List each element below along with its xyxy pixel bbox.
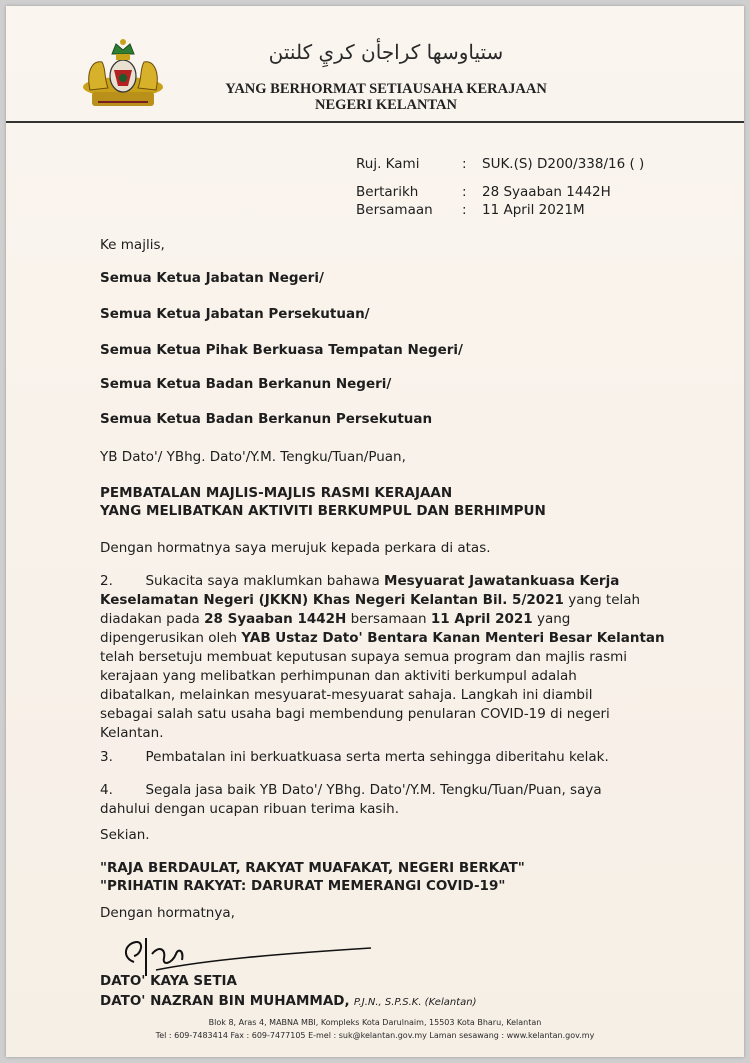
p2-text: bersamaan [346,611,431,627]
equiv-date-colon: : [462,202,467,218]
p3-text: Pembatalan ini berkuatkuasa serta merta sehingga diberitahu kelak. [145,749,609,765]
recipient-line: Semua Ketua Pihak Berkuasa Tempatan Negeri/ [100,342,463,358]
letter-page [6,6,744,1057]
salutation: YB Dato'/ YBhg. Dato'/Y.M. Tengku/Tuan/Puan, [100,449,406,465]
header-divider [6,121,744,123]
recipient-line: Semua Ketua Jabatan Negeri/ [100,270,324,286]
equiv-date-label: Bersamaan [356,202,433,218]
p2-text: yang telah [563,592,641,608]
date-colon: : [462,184,467,200]
signoff-greeting: Dengan hormatnya, [100,905,235,921]
p2-text: Sukacita saya maklumkan bahawa [145,573,385,589]
p4-text: dahului dengan ucapan ribuan terima kasih. [100,801,400,817]
header-title: YANG BERHORMAT SETIAUSAHA KERAJAAN [225,81,547,97]
equiv-date-value: 11 April 2021M [482,202,585,218]
signatory-name-line [100,992,476,1012]
date-value: 28 Syaaban 1442H [482,184,611,200]
opening-sentence: Dengan hormatnya saya merujuk kepada perkara di atas. [100,540,491,556]
paragraph-2 [100,572,676,743]
subject-line-2: YANG MELIBATKAN AKTIVITI BERKUMPUL DAN BERHIMPUN [100,503,546,519]
p2-text: dipengerusikan oleh [100,630,242,646]
p2-text: Kelantan. [100,725,164,741]
signatory-title: DATO' KAYA SETIA [100,973,237,989]
ref-value: SUK.(S) D200/338/16 ( ) [482,156,645,172]
recipient-line: Semua Ketua Badan Berkanun Negeri/ [100,376,392,392]
paragraph-3 [100,748,609,767]
slogan-1: "RAJA BERDAULAT, RAKYAT MUAFAKAT, NEGERI BERKAT" [100,860,525,876]
p2-bold: Mesyuarat Jawatankuasa Kerja [384,573,620,589]
paragraph-number: 4. [100,782,113,798]
p2-bold: Keselamatan Negeri (JKKN) Khas Negeri Kelantan Bil. 5/2021 [100,592,564,608]
ref-colon: : [462,156,467,172]
footer-address: Blok 8, Aras 4, MABNA MBI, Kompleks Kota Darulnaim, 15503 Kota Bharu, Kelantan [208,1018,542,1027]
p2-text: telah bersetuju membuat keputusan supaya semua program dan majlis rasmi [100,649,628,665]
header-subtitle: NEGERI KELANTAN [315,97,457,113]
p2-text: sebagai salah satu usaha bagi membendung penularan COVID-19 di negeri [100,706,610,722]
p2-text: yang [532,611,571,627]
kelantan-crest-logo [78,32,168,116]
ref-label: Ruj. Kami [356,156,420,172]
paragraph-number: 3. [100,749,113,765]
p2-bold: 28 Syaaban 1442H [204,611,347,627]
p4-text: Segala jasa baik YB Dato'/ YBhg. Dato'/Y.M. Tengku/Tuan/Puan, saya [145,782,602,798]
signatory-name: DATO' NAZRAN BIN MUHAMMAD, [100,993,350,1009]
closing-word: Sekian. [100,827,150,843]
date-label: Bertarikh [356,184,419,200]
recipient-line: Semua Ketua Jabatan Persekutuan/ [100,306,370,322]
footer-contact: Tel : 609-7483414 Fax : 609-7477105 E-mel : suk@kelantan.gov.my Laman sesawang : www.kelantan.gov.my [155,1031,595,1040]
recipient-line: Semua Ketua Badan Berkanun Persekutuan [100,411,433,427]
p2-text: kerajaan yang melibatkan perhimpunan dan aktiviti berkumpul adalah [100,668,577,684]
paragraph-number: 2. [100,573,113,589]
subject-line-1: PEMBATALAN MAJLIS-MAJLIS RASMI KERAJAAN [100,485,453,501]
slogan-2: "PRIHATIN RAKYAT: DARURAT MEMERANGI COVID-19" [100,878,506,894]
jawi-header-text: ستياوسها كراجأن كريِ كلنتن [268,40,504,64]
paragraph-4 [100,781,602,819]
p2-text: dibatalkan, melainkan mesyuarat-mesyuarat sahaja. Langkah ini diambil [100,687,593,703]
signatory-honors: P.J.N., S.P.S.K. (Kelantan) [353,997,477,1008]
p2-text: diadakan pada [100,611,205,627]
recipients-intro: Ke majlis, [100,237,165,253]
p2-bold: 11 April 2021 [430,611,533,627]
p2-bold: YAB Ustaz Dato' Bentara Kanan Menteri Besar Kelantan [241,630,665,646]
